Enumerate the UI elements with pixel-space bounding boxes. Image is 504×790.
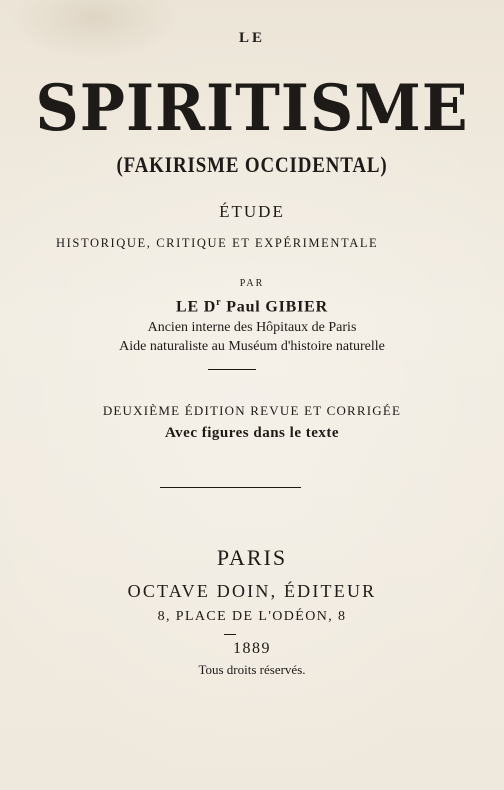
author-prefix: LE D (176, 298, 217, 316)
author-name: Paul GIBIER (226, 298, 328, 316)
study-type: HISTORIQUE, CRITIQUE ET EXPÉRIMENTALE (56, 236, 379, 250)
divider-rule (208, 369, 256, 370)
author-affiliation-2: Aide naturaliste au Muséum d'histoire naturelle (119, 339, 385, 354)
by-label: PAR (239, 278, 265, 289)
rights-notice: Tous droits réservés. (198, 662, 306, 677)
figures-note: Avec figures dans le texte (164, 425, 340, 441)
publication-year: 1889 (233, 640, 271, 657)
author-title-sup: r (216, 297, 222, 308)
publisher-address: 8, PLACE DE L'ODÉON, 8 (157, 609, 347, 624)
publication-city: PARIS (216, 545, 288, 570)
divider-dash (224, 634, 236, 635)
book-subtitle: (FAKIRISME OCCIDENTAL) (116, 152, 388, 177)
publisher-name: OCTAVE DOIN, ÉDITEUR (127, 581, 377, 601)
title-article: LE (238, 30, 265, 46)
book-title: SPIRITISME (35, 71, 469, 146)
edition-note: DEUXIÈME ÉDITION REVUE ET CORRIGÉE (102, 403, 402, 418)
author-line (0, 297, 504, 316)
study-heading: ÉTUDE (219, 202, 285, 221)
divider-rule-long (160, 487, 301, 488)
author-affiliation-1: Ancien interne des Hôpitaux de Paris (147, 320, 357, 335)
